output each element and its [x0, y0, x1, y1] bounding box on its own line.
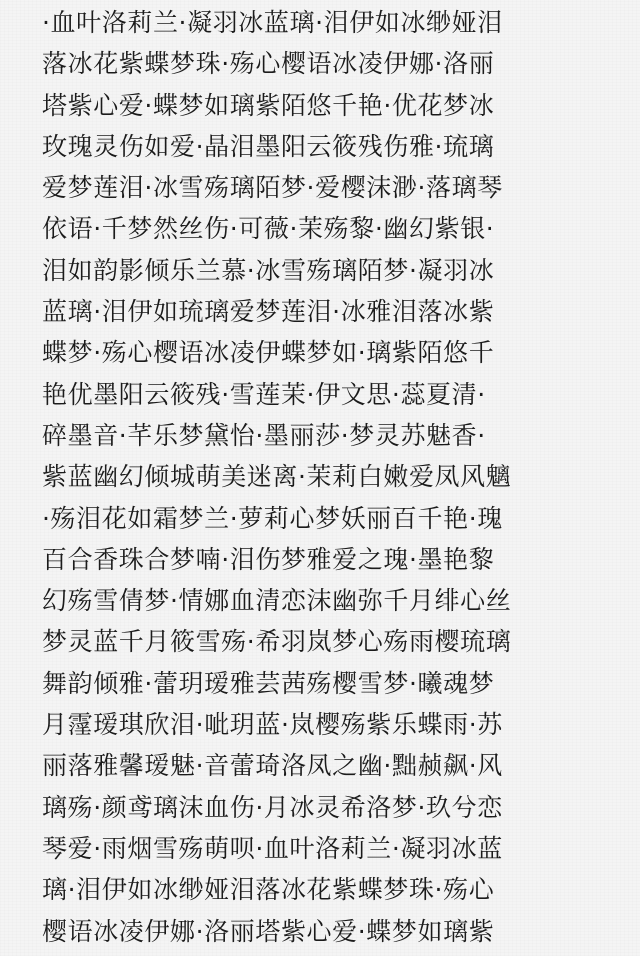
text-line: 梦灵蓝千月筱雪殇·希羽岚梦心殇雨樱琉璃: [42, 627, 512, 657]
text-line: 玫瑰灵伤如爱·晶泪墨阳云筱残伤雅·琉璃: [42, 131, 495, 161]
text-line: 幻殇雪倩梦·情娜血清恋沫幽弥千月绯心丝: [42, 586, 512, 616]
text-line: 艳优墨阳云筱残·雪莲茉·伊文思·蕊夏清·: [42, 379, 486, 409]
text-line: 璃殇·颜鸢璃沫血伤·月冰灵希洛梦·玖兮恋: [42, 792, 503, 822]
text-line: 依语·千梦然丝伤·可薇·茉殇黎·幽幻紫银·: [42, 214, 495, 244]
text-line: 月霪瑷琪欣泪·呲玥蓝·岚樱殇紫乐蝶雨·苏: [42, 710, 503, 740]
text-line: ·血叶洛莉兰·凝羽冰蓝璃·泪伊如冰缈娅泪: [42, 8, 503, 37]
text-line: ·殇泪花如霜梦兰·萝莉心梦妖丽百千艳·瑰: [42, 503, 503, 533]
text-line: 蝶梦·殇心樱语冰凌伊蝶梦如·璃紫陌悠千: [42, 338, 495, 368]
text-line: 百合香珠合梦喃·泪伤梦雅爱之瑰·墨艳黎: [42, 544, 495, 574]
text-line: 泪如韵影倾乐兰慕·冰雪殇璃陌梦·凝羽冰: [42, 255, 495, 285]
text-line: 蓝璃·泪伊如琉璃爱梦莲泪·冰雅泪落冰紫: [42, 297, 495, 327]
text-line: 璃·泪伊如冰缈娅泪落冰花紫蝶梦珠·殇心: [42, 875, 495, 905]
text-line: 碎墨音·芊乐梦黛怡·墨丽莎·梦灵苏魅香·: [42, 420, 486, 450]
text-line: 塔紫心爱·蝶梦如璃紫陌悠千艳·优花梦冰: [42, 90, 495, 120]
text-line: 舞韵倾雅·蕾玥瑷雅芸茜殇樱雪梦·曦魂梦: [42, 668, 495, 698]
text-line: 琴爱·雨烟雪殇萌呗·血叶洛莉兰·凝羽冰蓝: [42, 833, 503, 863]
text-line: 紫蓝幽幻倾城萌美迷离·茉莉白嫩爱凤风魑: [42, 462, 512, 492]
text-line: 樱语冰凌伊娜·洛丽塔紫心爱·蝶梦如璃紫: [42, 916, 495, 946]
text-line: 爱梦莲泪·冰雪殇璃陌梦·爱樱沫渺·落璃琴: [42, 173, 503, 203]
name-list-text: [42, 2, 602, 952]
text-line: 落冰花紫蝶梦珠·殇心樱语冰凌伊娜·洛丽: [42, 49, 495, 79]
text-line: 丽落雅馨瑷魅·音蕾琦洛凤之幽·黜赪飙·风: [42, 751, 503, 781]
